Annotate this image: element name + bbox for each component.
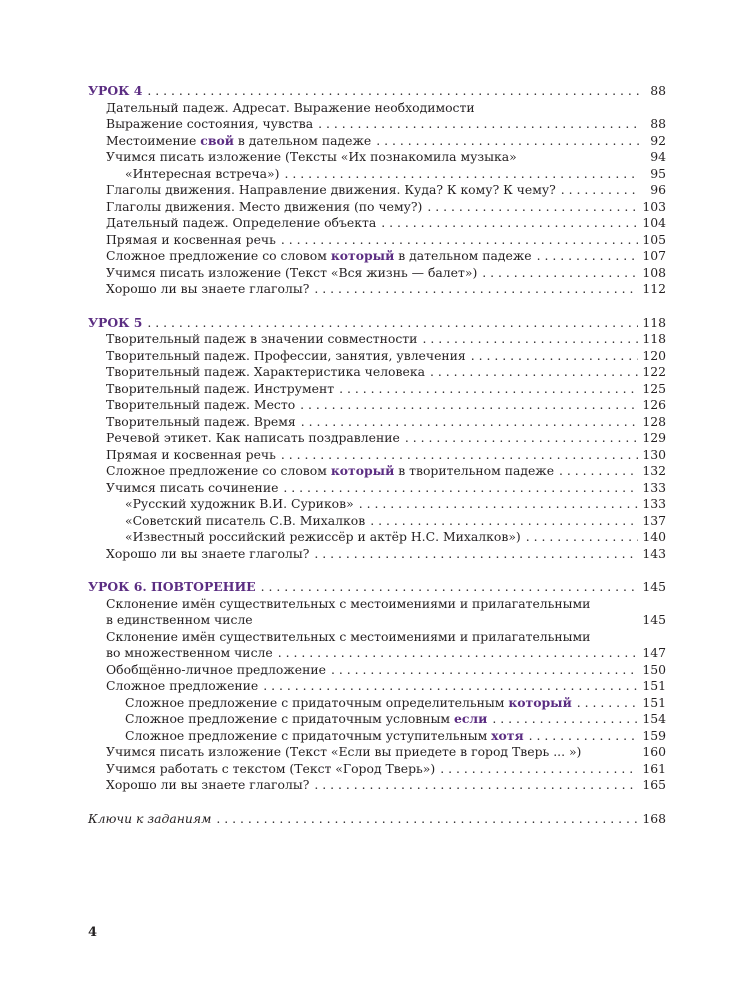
entry-title: Ключи к заданиям (88, 810, 212, 826)
unit-5-heading[interactable] (88, 315, 666, 332)
toc-entry[interactable] (88, 232, 666, 249)
page-ref: 132 (642, 463, 666, 478)
dot-leader (376, 133, 640, 150)
page-ref: 94 (650, 149, 666, 164)
entry-title: Сложное предложение с придаточным определительным который (125, 694, 572, 710)
page-ref: 147 (642, 645, 666, 660)
page-ref: 96 (650, 182, 666, 197)
dot-leader (359, 496, 639, 513)
toc-entry[interactable] (88, 100, 666, 117)
dot-leader (147, 83, 640, 100)
dot-leader (370, 513, 638, 530)
entry-title: «Интересная встреча») (125, 165, 280, 181)
dot-leader (381, 215, 638, 232)
page-ref: 168 (642, 810, 666, 826)
toc-entry[interactable] (88, 430, 666, 447)
toc-entry[interactable] (88, 662, 666, 679)
entry-title: Творительный падеж. Место (106, 397, 296, 412)
page-ref: 103 (642, 198, 666, 214)
page-ref: 105 (642, 231, 666, 247)
entry-title: в единственном числе (106, 612, 253, 627)
dot-leader (278, 645, 639, 662)
toc-entry[interactable] (88, 331, 666, 348)
dot-leader (339, 381, 638, 398)
entry-title: Дательный падеж. Определение объекта (106, 215, 377, 230)
entry-title: Творительный падеж. Характеристика человека (106, 364, 425, 379)
entry-title: Выражение состояния, чувства (106, 116, 314, 131)
toc-entry[interactable] (88, 166, 666, 183)
page-ref: 108 (642, 264, 666, 280)
toc-entry[interactable] (88, 381, 666, 398)
entry-title: Местоимение свой в дательном падеже (106, 132, 372, 148)
page-ref: 161 (642, 760, 666, 776)
toc-entry[interactable] (88, 215, 666, 232)
toc-entry[interactable] (88, 777, 666, 794)
dot-leader (577, 695, 639, 712)
toc-entry[interactable] (88, 265, 666, 282)
toc-entry[interactable] (88, 281, 666, 298)
dot-leader (430, 364, 638, 381)
keyword: свой (200, 132, 234, 148)
table-of-contents (88, 83, 666, 827)
toc-entry[interactable] (88, 364, 666, 381)
dot-leader (422, 331, 638, 348)
entry-title: Учимся писать сочинение (106, 479, 279, 495)
dot-leader (284, 166, 640, 183)
page-ref: 104 (642, 215, 666, 230)
page-ref: 151 (642, 678, 666, 693)
dot-leader (216, 811, 638, 828)
page-ref: 125 (642, 380, 666, 396)
page-number: 4 (88, 925, 98, 940)
entry-title: Сложное предложение с придаточным уступительным хотя (125, 727, 524, 743)
entry-title: Глаголы движения. Направление движения. Куда? К кому? К чему? (106, 182, 556, 197)
entry-title: Учимся писать изложение (Тексты «Их познакомила музыка» (106, 149, 517, 164)
keyword: хотя (491, 727, 524, 743)
toc-entry[interactable] (88, 414, 666, 431)
page-ref: 88 (650, 83, 666, 98)
page-ref: 160 (642, 744, 666, 759)
dot-leader (331, 662, 638, 679)
dot-leader (314, 281, 638, 298)
page-ref: 120 (642, 347, 666, 363)
toc-entry[interactable] (88, 397, 666, 414)
toc-entry[interactable] (88, 529, 666, 546)
entry-title: Прямая и косвенная речь (106, 231, 276, 247)
entry-title: Учимся работать с текстом (Текст «Город Тверь») (106, 760, 436, 776)
entry-title: «Советский писатель С.В. Михалков (125, 512, 366, 528)
entry-title: Творительный падеж. Профессии, занятия, увлечения (106, 347, 466, 363)
entry-title: «Известный российский режиссёр и актёр Н.С. Михалков») (125, 529, 521, 544)
page-ref: 143 (642, 545, 666, 561)
toc-entry[interactable] (88, 744, 666, 761)
unit-title: УРОК 4 (88, 83, 143, 98)
unit-6-heading[interactable] (88, 579, 666, 596)
toc-entry[interactable] (88, 596, 666, 613)
entry-title: Дательный падеж. Адресат. Выражение необходимости (106, 99, 475, 115)
entry-title: Речевой этикет. Как написать поздравление (106, 430, 400, 445)
page-ref: 130 (642, 446, 666, 462)
entry-title: Хорошо ли вы знаете глаголы? (106, 281, 310, 296)
page-ref: 145 (642, 612, 666, 627)
entry-title: Сложное предложение (106, 678, 259, 693)
page-ref: 95 (650, 165, 666, 181)
entry-title: Учимся писать изложение (Текст «Вся жизнь — балет») (106, 264, 478, 280)
answer-keys-entry[interactable] (88, 811, 666, 828)
entry-title: Склонение имён существительных с местоимениями и прилагательными (106, 628, 591, 644)
toc-entry[interactable] (88, 116, 666, 133)
toc-entry[interactable] (88, 695, 666, 712)
dot-leader (147, 315, 638, 332)
page-ref: 112 (642, 281, 666, 296)
dot-leader (283, 480, 638, 497)
entry-title: «Русский художник В.И. Суриков» (125, 496, 354, 511)
toc-entry[interactable] (88, 645, 666, 662)
page-ref: 122 (642, 364, 666, 379)
dot-leader (482, 265, 638, 282)
page-ref: 150 (642, 661, 666, 677)
unit-title: УРОК 6. ПОВТОРЕНИЕ (88, 579, 256, 594)
toc-entry[interactable] (88, 629, 666, 646)
page-ref: 126 (642, 397, 666, 412)
dot-leader (471, 348, 639, 365)
toc-entry[interactable] (88, 513, 666, 530)
toc-entry[interactable] (88, 761, 666, 778)
unit-4-heading[interactable] (88, 83, 666, 100)
toc-entry[interactable] (88, 248, 666, 265)
entry-title: Учимся писать изложение (Текст «Если вы приедете в город Тверь ... ») (106, 744, 582, 759)
entry-title: Обобщённо-личное предложение (106, 661, 326, 677)
dot-leader (526, 529, 639, 546)
dot-leader (561, 182, 640, 199)
toc-entry[interactable] (88, 480, 666, 497)
page-ref: 118 (642, 314, 666, 330)
toc-entry[interactable] (88, 133, 666, 150)
dot-leader (529, 728, 639, 745)
entry-title: Склонение имён существительных с местоимениями и прилагательными (106, 595, 591, 611)
toc-entry[interactable] (88, 149, 666, 166)
dot-leader (405, 430, 639, 447)
page-ref: 151 (642, 694, 666, 710)
entry-title: Творительный падеж. Время (106, 413, 296, 429)
page-ref: 133 (642, 479, 666, 495)
dot-leader (314, 546, 638, 563)
toc-entry[interactable] (88, 463, 666, 480)
dot-leader (427, 199, 638, 216)
keyword: который (508, 694, 572, 710)
dot-leader (263, 678, 638, 695)
entry-title: Сложное предложение со словом который в творительном падеже (106, 463, 555, 478)
dot-leader (318, 116, 640, 133)
entry-title: Хорошо ли вы знаете глаголы? (106, 545, 310, 561)
dot-leader (301, 414, 639, 431)
entry-title: Прямая и косвенная речь (106, 446, 276, 462)
entry-title: Творительный падеж в значении совместности (106, 331, 418, 346)
toc-entry[interactable] (88, 711, 666, 728)
page-ref: 137 (642, 512, 666, 528)
dot-leader (314, 777, 638, 794)
toc-entry[interactable] (88, 546, 666, 563)
dot-leader (261, 579, 639, 596)
keyword: который (330, 463, 395, 478)
dot-leader (559, 463, 638, 480)
toc-entry[interactable] (88, 199, 666, 216)
page-ref: 140 (642, 529, 666, 544)
dot-leader (281, 447, 638, 464)
page-ref: 118 (642, 331, 666, 346)
page-ref: 88 (650, 116, 666, 131)
toc-entry[interactable] (88, 678, 666, 695)
dot-leader (537, 248, 639, 265)
page-ref: 165 (642, 777, 666, 792)
keyword: если (453, 711, 488, 726)
toc-entry[interactable] (88, 447, 666, 464)
entry-title: Сложное предложение со словом который в дательном падеже (106, 248, 532, 263)
toc-entry[interactable] (88, 496, 666, 513)
page-ref: 145 (642, 579, 666, 594)
page-ref: 154 (642, 711, 666, 726)
page-ref: 159 (642, 727, 666, 743)
toc-entry[interactable] (88, 728, 666, 745)
toc-entry[interactable] (88, 612, 666, 629)
toc-entry[interactable] (88, 348, 666, 365)
entry-title: во множественном числе (106, 645, 273, 660)
page-ref: 128 (642, 413, 666, 429)
page-ref: 133 (642, 496, 666, 511)
page-ref: 129 (642, 430, 666, 445)
page-ref: 92 (650, 132, 666, 148)
keyword: который (330, 248, 395, 263)
entry-title: Сложное предложение с придаточным условным если (125, 711, 488, 726)
toc-entry[interactable] (88, 182, 666, 199)
entry-title: Творительный падеж. Инструмент (106, 380, 335, 396)
entry-title: Хорошо ли вы знаете глаголы? (106, 777, 310, 792)
dot-leader (281, 232, 638, 249)
entry-title: Глаголы движения. Место движения (по чему?) (106, 198, 423, 214)
dot-leader (300, 397, 638, 414)
dot-leader (492, 711, 638, 728)
dot-leader (440, 761, 638, 778)
unit-title: УРОК 5 (88, 314, 143, 330)
page-ref: 107 (642, 248, 666, 263)
